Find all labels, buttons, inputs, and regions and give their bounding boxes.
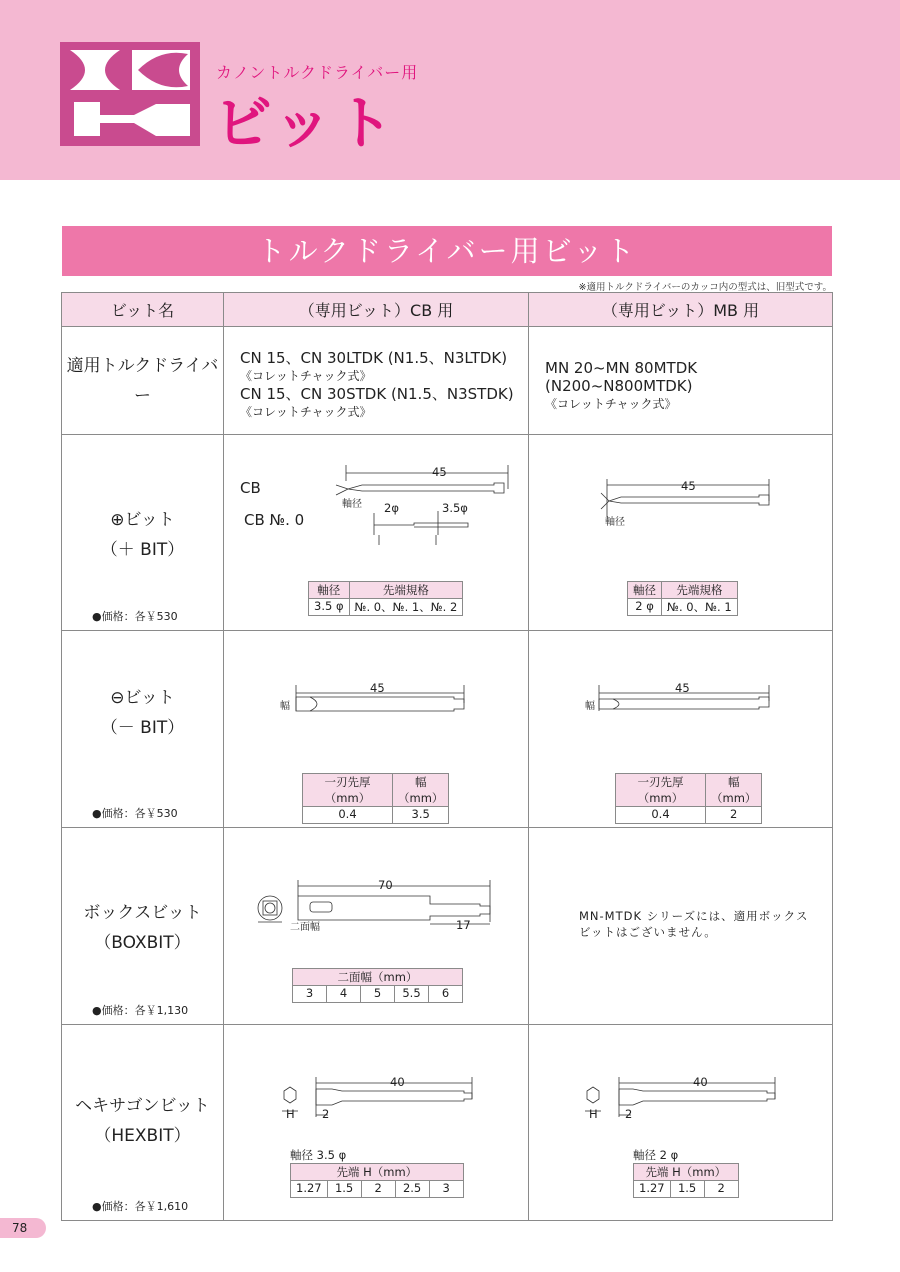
cb-box-length: 70 <box>378 878 393 892</box>
mb-minus-width-label: 幅 <box>585 701 595 712</box>
cb-minus-width-label: 幅 <box>280 701 290 712</box>
mb-plus-shaft-label: 軸径 <box>605 517 625 528</box>
hex-bit-mb-drawing <box>529 1025 833 1135</box>
row-name-hex: ヘキサゴンビット （HEXBIT） ●価格：各￥1,610 <box>62 1025 224 1221</box>
page-number: 78 <box>0 1218 46 1238</box>
row-name-driver: 適用トルクドライバー <box>62 327 224 435</box>
cb-drivers: CN 15、CN 30LTDK (N1.5、N3LTDK) 《コレットチャック式》 CN 15、CN 30STDK (N1.5、N3STDK) 《コレットチャック式》 <box>224 327 529 435</box>
bit-logo-icon <box>60 42 200 146</box>
cb-plus-d35: 3.5φ <box>442 501 468 515</box>
cb-minus-length: 45 <box>370 681 385 695</box>
box-bit-cb-drawing <box>224 828 529 948</box>
price-box: ●価格：各￥1,130 <box>92 1004 189 1017</box>
mb-box-note: MN-MTDK シリーズには、適用ボックスビットはございません。 <box>579 909 809 939</box>
cb-plus-shaft-label: 軸径 <box>342 499 362 510</box>
cb-plus-cell <box>224 435 529 631</box>
mb-plus-cell <box>529 435 833 631</box>
mb-hex-length: 40 <box>693 1075 708 1089</box>
cb-hex-length: 40 <box>390 1075 405 1089</box>
model-note: ※適用トルクドライバーのカッコ内の型式は、旧型式です。 <box>578 282 832 293</box>
cb-no-label: CB №. 0 <box>244 511 305 529</box>
row-name-plus: ⊕ビット （＋ BIT） ●価格：各￥530 <box>62 435 224 631</box>
mb-drivers: MN 20~MN 80MTDK (N200~N800MTDK) 《コレットチャック式》 <box>529 327 833 435</box>
cb-box-spec-table: 二面幅（mm） 3 4 5 5.5 6 <box>292 968 463 1003</box>
cb-hex-cell <box>224 1025 529 1221</box>
row-name-minus: ⊖ビット （－ BIT） ●価格：各￥530 <box>62 631 224 828</box>
bit-table <box>61 292 833 1221</box>
header-bit-name: ビット名 <box>62 293 224 327</box>
mb-minus-length: 45 <box>675 681 690 695</box>
cb-plus-spec-table: 軸径 先端規格 3.5 φ №. 0、№. 1、№. 2 <box>308 581 463 616</box>
mb-minus-cell <box>529 631 833 828</box>
price-minus: ●価格：各￥530 <box>92 807 178 820</box>
cb-plus-length: 45 <box>432 465 447 479</box>
mb-hex-two-label: 2 <box>625 1107 633 1121</box>
header-cb: （専用ビット）CB 用 <box>224 293 529 327</box>
header-mb: （専用ビット）MB 用 <box>529 293 833 327</box>
mb-box-cell <box>529 828 833 1025</box>
cb-hex-h-label: H <box>286 1107 295 1121</box>
cb-box-cell <box>224 828 529 1025</box>
plus-bit-cb-drawing <box>224 435 529 565</box>
cb-plus-d2: 2φ <box>384 501 399 515</box>
section-banner: トルクドライバー用ビット <box>62 226 832 276</box>
mb-plus-length: 45 <box>681 479 696 493</box>
plus-bit-mb-drawing <box>529 435 833 565</box>
cb-minus-spec-table: 一刃先厚（mm） 幅（mm） 0.4 3.5 <box>302 773 449 824</box>
header-subtitle: カノントルクドライバー用 <box>216 63 419 82</box>
mb-minus-spec-table: 一刃先厚（mm） 幅（mm） 0.4 2 <box>615 773 762 824</box>
mb-hex-shaft: 軸径 2 φ <box>633 1148 679 1162</box>
mb-hex-cell <box>529 1025 833 1221</box>
price-hex: ●価格：各￥1,610 <box>92 1200 189 1213</box>
cb-hex-shaft: 軸径 3.5 φ <box>290 1148 347 1162</box>
mb-plus-spec-table: 軸径 先端規格 2 φ №. 0、№. 1 <box>627 581 738 616</box>
cb-box-across-label: 二面幅 <box>290 922 320 933</box>
row-name-box: ボックスビット （BOXBIT） ●価格：各￥1,130 <box>62 828 224 1025</box>
price-plus: ●価格：各￥530 <box>92 610 178 623</box>
mb-hex-spec-table: 先端 H（mm） 1.27 1.5 2 <box>633 1163 739 1198</box>
cb-box-length2: 17 <box>456 918 471 932</box>
header-title: ビット <box>214 89 398 157</box>
cb-label: CB <box>240 479 261 497</box>
hex-bit-cb-drawing <box>224 1025 529 1135</box>
mb-hex-h-label: H <box>589 1107 598 1121</box>
cb-hex-two-label: 2 <box>322 1107 330 1121</box>
cb-minus-cell <box>224 631 529 828</box>
cb-hex-spec-table: 先端 H（mm） 1.27 1.5 2 2.5 3 <box>290 1163 464 1198</box>
